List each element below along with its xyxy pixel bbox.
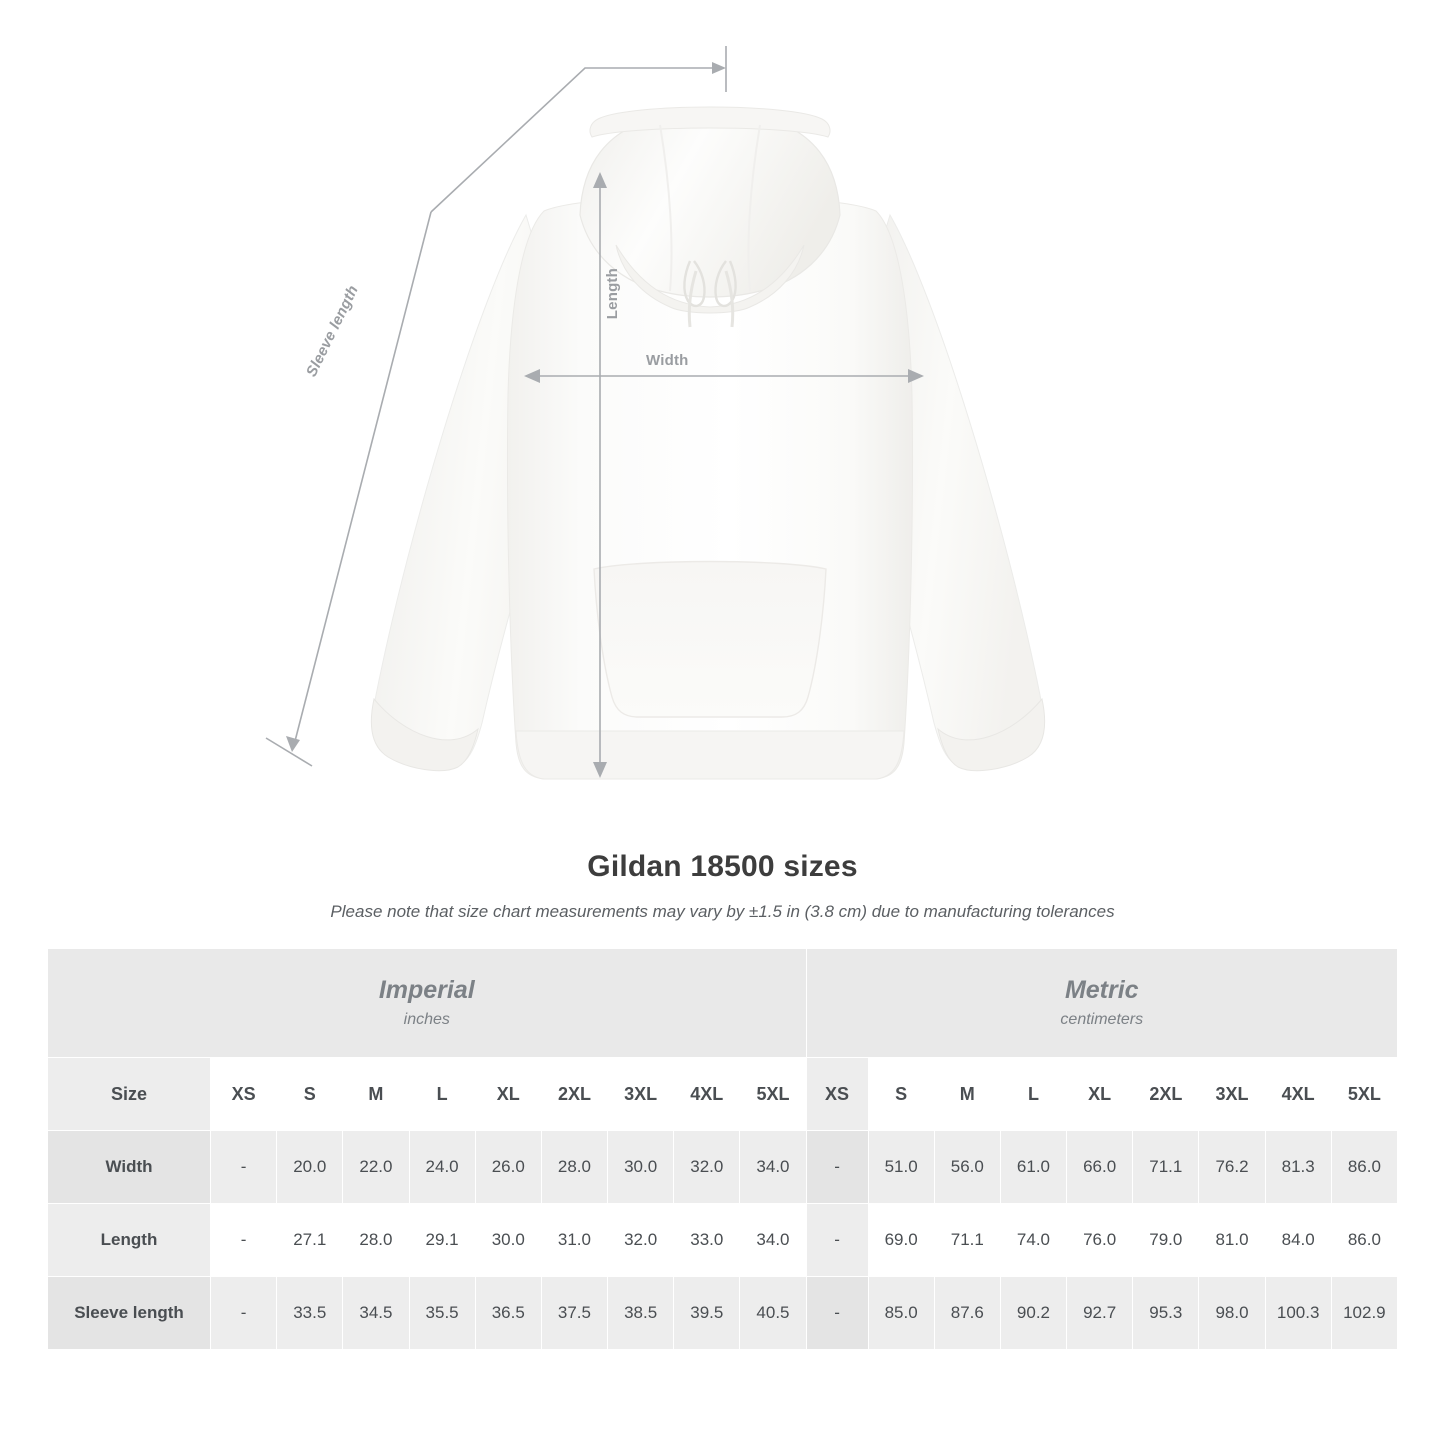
table-row: [48, 1131, 1398, 1204]
row-label-sleeve-length: Sleeve length: [48, 1277, 211, 1350]
cell-sleeve-imperial-4xl: 39.5: [674, 1277, 740, 1350]
cell-length-metric-4xl: 84.0: [1265, 1204, 1331, 1277]
col-header-imperial-2xl: 2XL: [541, 1058, 607, 1131]
length-dimension-label: Length: [604, 268, 621, 320]
size-corner-label: Size: [48, 1058, 211, 1131]
col-header-metric-s: S: [868, 1058, 934, 1131]
col-header-metric-3xl: 3XL: [1199, 1058, 1265, 1131]
unit-header-row: [48, 949, 1398, 1058]
cell-length-imperial-s: 27.1: [277, 1204, 343, 1277]
cell-width-imperial-xl: 26.0: [475, 1131, 541, 1204]
cell-length-imperial-m: 28.0: [343, 1204, 409, 1277]
table-row: [48, 1277, 1398, 1350]
cell-length-imperial-4xl: 33.0: [674, 1204, 740, 1277]
cell-sleeve-imperial-m: 34.5: [343, 1277, 409, 1350]
table-row: [48, 1204, 1398, 1277]
cell-sleeve-imperial-s: 33.5: [277, 1277, 343, 1350]
cell-width-imperial-5xl: 34.0: [740, 1131, 806, 1204]
cell-sleeve-imperial-5xl: 40.5: [740, 1277, 806, 1350]
col-header-imperial-4xl: 4XL: [674, 1058, 740, 1131]
cell-width-imperial-3xl: 30.0: [608, 1131, 674, 1204]
col-header-imperial-xs: XS: [211, 1058, 277, 1131]
cell-width-metric-xs: -: [806, 1131, 868, 1204]
col-header-metric-2xl: 2XL: [1133, 1058, 1199, 1131]
cell-sleeve-imperial-2xl: 37.5: [541, 1277, 607, 1350]
imperial-unit-sub: inches: [403, 1010, 450, 1028]
cell-length-metric-5xl: 86.0: [1331, 1204, 1397, 1277]
col-header-metric-4xl: 4XL: [1265, 1058, 1331, 1131]
width-dimension-label: Width: [646, 352, 689, 369]
col-header-metric-xl: XL: [1067, 1058, 1133, 1131]
cell-width-imperial-4xl: 32.0: [674, 1131, 740, 1204]
cell-width-imperial-2xl: 28.0: [541, 1131, 607, 1204]
cell-width-imperial-l: 24.0: [409, 1131, 475, 1204]
page-title: Gildan 18500 sizes: [587, 850, 858, 883]
cell-length-imperial-xs: -: [211, 1204, 277, 1277]
cell-length-imperial-3xl: 32.0: [608, 1204, 674, 1277]
cell-sleeve-metric-5xl: 102.9: [1331, 1277, 1397, 1350]
metric-unit-sub: centimeters: [1060, 1010, 1144, 1028]
cell-sleeve-metric-xl: 92.7: [1067, 1277, 1133, 1350]
cell-sleeve-imperial-xs: -: [211, 1277, 277, 1350]
cell-length-imperial-2xl: 31.0: [541, 1204, 607, 1277]
cell-width-metric-5xl: 86.0: [1331, 1131, 1397, 1204]
cell-sleeve-metric-xs: -: [806, 1277, 868, 1350]
row-label-length: Length: [48, 1204, 211, 1277]
cell-length-metric-s: 69.0: [868, 1204, 934, 1277]
cell-width-metric-2xl: 71.1: [1133, 1131, 1199, 1204]
hoodie-svg: [330, 95, 1090, 795]
col-header-metric-5xl: 5XL: [1331, 1058, 1397, 1131]
col-header-imperial-xl: XL: [475, 1058, 541, 1131]
cell-length-imperial-l: 29.1: [409, 1204, 475, 1277]
col-header-imperial-5xl: 5XL: [740, 1058, 806, 1131]
col-header-imperial-s: S: [277, 1058, 343, 1131]
cell-sleeve-metric-4xl: 100.3: [1265, 1277, 1331, 1350]
cell-sleeve-metric-3xl: 98.0: [1199, 1277, 1265, 1350]
cell-width-metric-4xl: 81.3: [1265, 1131, 1331, 1204]
col-header-imperial-3xl: 3XL: [608, 1058, 674, 1131]
cell-length-metric-3xl: 81.0: [1199, 1204, 1265, 1277]
cell-width-metric-l: 61.0: [1000, 1131, 1066, 1204]
cell-length-metric-xl: 76.0: [1067, 1204, 1133, 1277]
cell-length-metric-xs: -: [806, 1204, 868, 1277]
cell-width-imperial-s: 20.0: [277, 1131, 343, 1204]
cell-length-metric-l: 74.0: [1000, 1204, 1066, 1277]
cell-sleeve-imperial-xl: 36.5: [475, 1277, 541, 1350]
cell-width-metric-s: 51.0: [868, 1131, 934, 1204]
cell-sleeve-imperial-3xl: 38.5: [608, 1277, 674, 1350]
col-header-metric-l: L: [1000, 1058, 1066, 1131]
cell-width-metric-xl: 66.0: [1067, 1131, 1133, 1204]
metric-unit-header: [806, 949, 1397, 1058]
cell-sleeve-metric-l: 90.2: [1000, 1277, 1066, 1350]
cell-length-imperial-xl: 30.0: [475, 1204, 541, 1277]
cell-width-imperial-m: 22.0: [343, 1131, 409, 1204]
cell-sleeve-metric-s: 85.0: [868, 1277, 934, 1350]
cell-length-metric-m: 71.1: [934, 1204, 1000, 1277]
sleeve-length-dimension-label: Sleeve length: [303, 282, 362, 380]
imperial-unit-header: [48, 949, 807, 1058]
col-header-imperial-m: M: [343, 1058, 409, 1131]
cell-width-metric-m: 56.0: [934, 1131, 1000, 1204]
size-table-container: [47, 948, 1398, 1350]
cell-length-imperial-5xl: 34.0: [740, 1204, 806, 1277]
cell-sleeve-metric-2xl: 95.3: [1133, 1277, 1199, 1350]
measurement-tolerance-note: Please note that size chart measurements may vary by ±1.5 in (3.8 cm) due to manufacturing tolerances: [330, 902, 1115, 921]
cell-width-imperial-xs: -: [211, 1131, 277, 1204]
col-header-metric-xs: XS: [806, 1058, 868, 1131]
row-label-width: Width: [48, 1131, 211, 1204]
size-table: [47, 948, 1398, 1350]
cell-sleeve-imperial-l: 35.5: [409, 1277, 475, 1350]
col-header-metric-m: M: [934, 1058, 1000, 1131]
size-header-row: [48, 1058, 1398, 1131]
metric-unit-name: Metric: [1064, 976, 1139, 1005]
cell-sleeve-metric-m: 87.6: [934, 1277, 1000, 1350]
cell-width-metric-3xl: 76.2: [1199, 1131, 1265, 1204]
col-header-imperial-l: L: [409, 1058, 475, 1131]
imperial-unit-name: Imperial: [378, 976, 475, 1005]
hoodie-image: [330, 95, 1090, 795]
cell-length-metric-2xl: 79.0: [1133, 1204, 1199, 1277]
